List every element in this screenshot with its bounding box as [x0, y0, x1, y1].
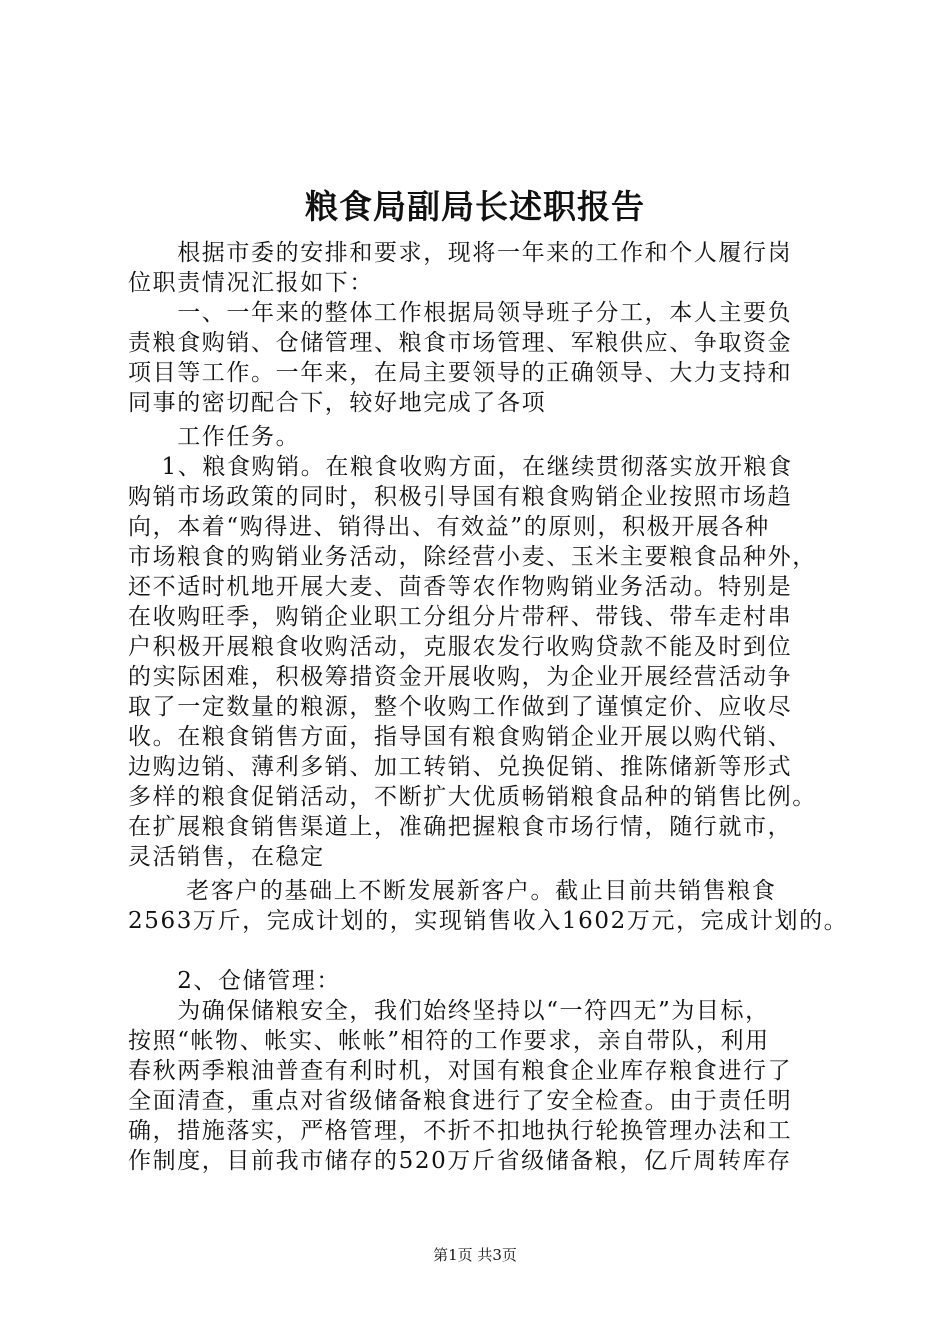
body-line: 同事的密切配合下，较好地完成了各项: [128, 390, 547, 416]
body-line: 取了一定数量的粮源，整个收购工作做到了谨慎定价、应收尽: [128, 694, 793, 720]
body-line: 收。在粮食销售方面，指导国有粮食购销企业开展以购代销、: [128, 724, 793, 750]
body-line: 购销市场政策的同时，积极引导国有粮食购销企业按照市场趋: [128, 484, 793, 510]
body-line: 多样的粮食促销活动，不断扩大优质畅销粮食品种的销售比例。: [128, 784, 817, 810]
body-line: 根据市委的安排和要求，现将一年来的工作和个人履行岗: [128, 240, 793, 266]
body-line: 2、仓储管理：: [128, 968, 342, 994]
body-line: 灵活销售，在稳定: [128, 844, 325, 870]
body-line: 的实际困难，积极筹措资金开展收购，为企业开展经营活动争: [128, 664, 793, 690]
body-line: 全面清查，重点对省级储备粮食进行了安全检查。由于责任明: [128, 1088, 793, 1114]
body-line: 户积极开展粮食收购活动，克服农发行收购贷款不能及时到位: [128, 634, 793, 660]
body-line: 还不适时机地开展大麦、茴香等农作物购销业务活动。特别是: [128, 574, 793, 600]
body-line: 市场粮食的购销业务活动，除经营小麦、玉米主要粮食品种外，: [128, 544, 817, 570]
body-line: 为确保储粮安全，我们始终坚持以“一符四无”为目标，: [128, 998, 770, 1024]
body-line: [128, 936, 848, 966]
body-line: 在扩展粮食销售渠道上，准确把握粮食市场行情，随行就市，: [128, 814, 793, 840]
body-line: 1、粮食购销。在粮食收购方面，在继续贯彻落实放开粮食: [128, 454, 793, 480]
body-line: 2563万斤，完成计划的，实现销售收入1602万元，完成计划的。: [128, 908, 848, 934]
body-line: 向，本着“购得进、销得出、有效益”的原则，积极开展各种: [128, 514, 770, 540]
body-line: 边购边销、薄利多销、加工转销、兑换促销、推陈储新等形式: [128, 754, 793, 780]
body-line: 作制度，目前我市储存的520万斤省级储备粮，亿斤周转库存: [128, 1148, 792, 1174]
body-line: 在收购旺季，购销企业职工分组分片带秤、带钱、带车走村串: [128, 604, 793, 630]
body-line: 工作任务。: [128, 424, 301, 450]
body-line: 老客户的基础上不断发展新客户。截止目前共销售粮食: [128, 878, 777, 904]
body-line: 一、一年来的整体工作根据局领导班子分工，本人主要负: [128, 300, 793, 326]
page-number: 第1页 共3页: [433, 1246, 517, 1264]
body-line: 责粮食购销、仓储管理、粮食市场管理、军粮供应、争取资金: [128, 330, 793, 356]
body-line: 确，措施落实，严格管理，不折不扣地执行轮换管理办法和工: [128, 1118, 793, 1144]
body-line: 按照“帐物、帐实、帐帐”相符的工作要求，亲自带队，利用: [128, 1028, 770, 1054]
page-title: 粮食局副局长述职报告: [305, 187, 645, 226]
body-line: 项目等工作。一年来，在局主要领导的正确领导、大力支持和: [128, 360, 793, 386]
body-line: 春秋两季粮油普查有利时机，对国有粮食企业库存粮食进行了: [128, 1058, 793, 1084]
body-line: 位职责情况汇报如下：: [128, 270, 374, 296]
